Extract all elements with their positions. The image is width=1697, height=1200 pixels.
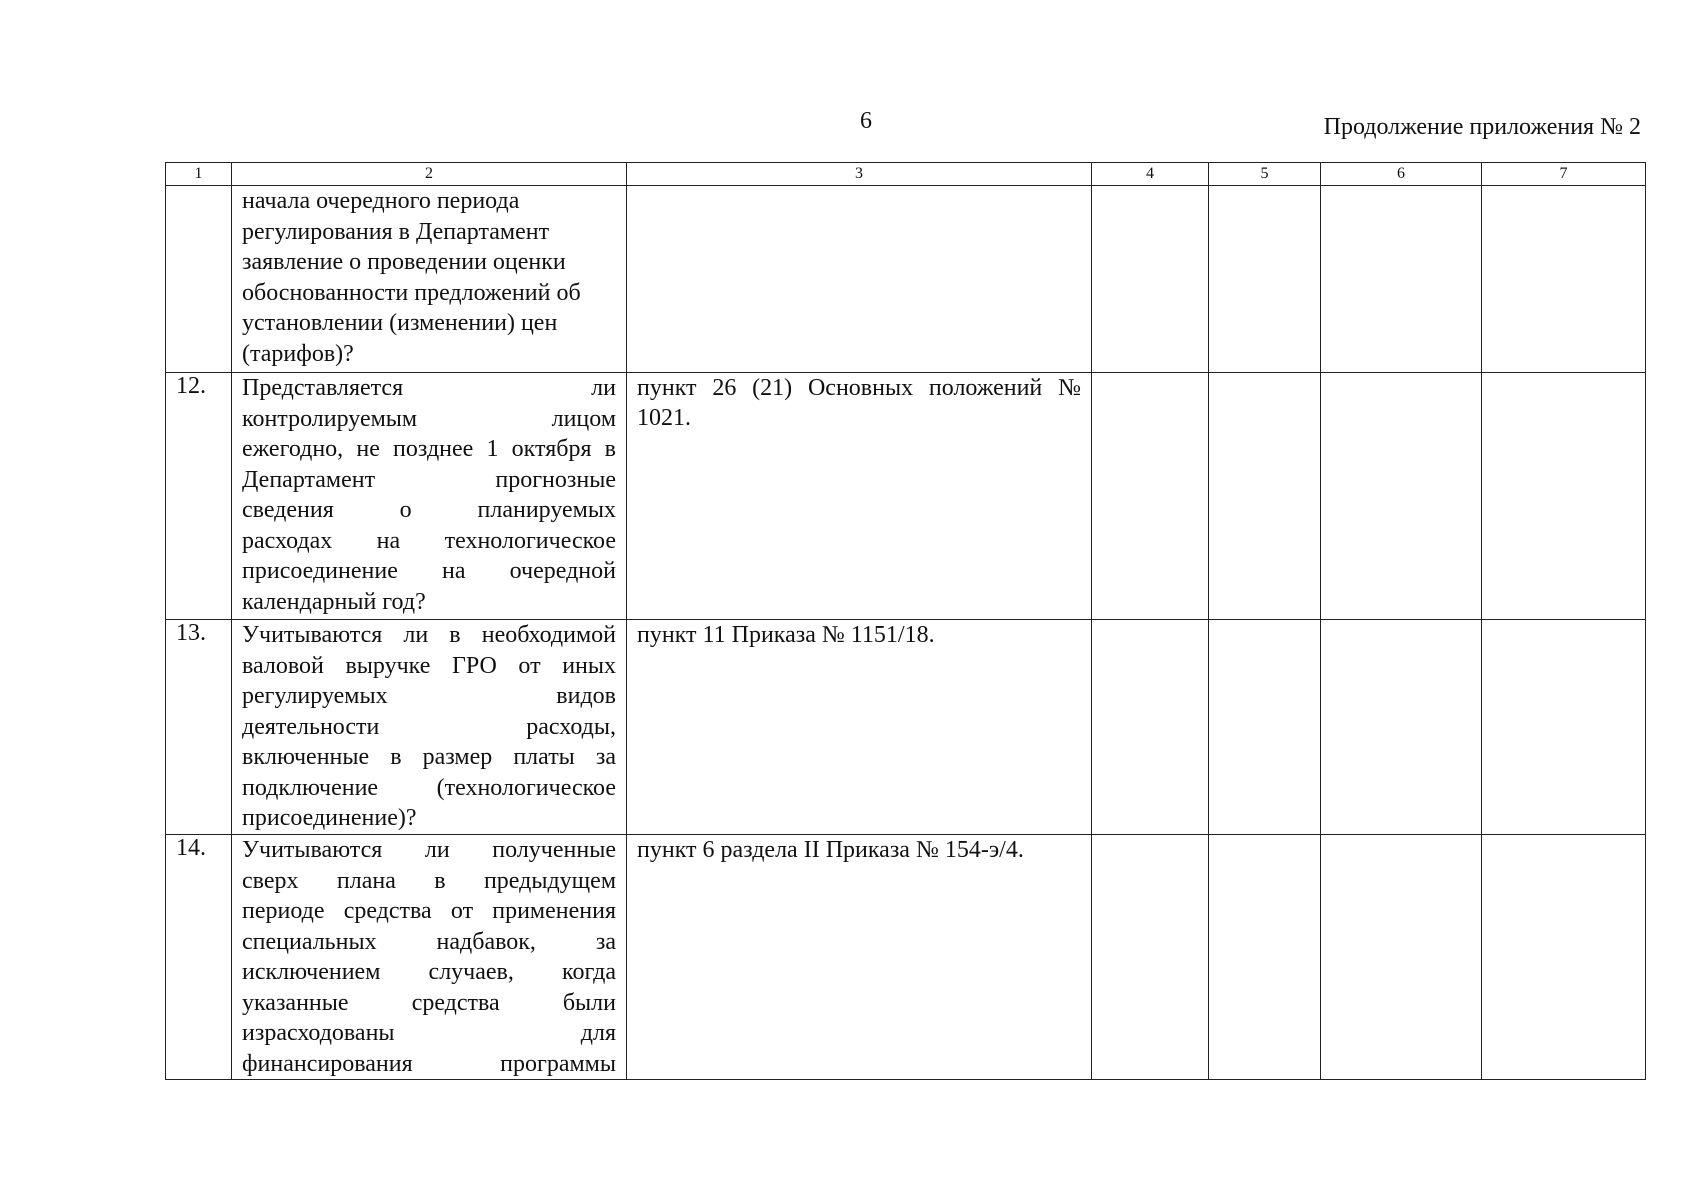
question-cell bbox=[232, 620, 627, 835]
header-row bbox=[166, 163, 1646, 186]
question-line: заявление о проведении оценки bbox=[242, 249, 566, 275]
question-cell bbox=[232, 373, 627, 620]
question-line: включенные в размер платы за bbox=[242, 744, 616, 770]
question-line: исключением случаев, когда bbox=[242, 959, 616, 985]
question-line: сведения о планируемых bbox=[242, 497, 616, 523]
question-line: (тарифов)? bbox=[242, 340, 354, 367]
empty-cell bbox=[1321, 620, 1482, 835]
column-header: 5 bbox=[1209, 163, 1321, 186]
column-header: 2 bbox=[232, 163, 627, 186]
column-header: 1 bbox=[166, 163, 232, 186]
question-line: ежегодно, не позднее 1 октября в bbox=[242, 436, 616, 462]
question-line: календарный год? bbox=[242, 588, 426, 615]
empty-cell bbox=[1209, 835, 1321, 1080]
question-line: периоде средства от применения bbox=[242, 898, 616, 924]
table-row bbox=[166, 186, 1646, 373]
reference-cell: пункт 6 раздела II Приказа № 154-э/4. bbox=[627, 835, 1092, 1080]
question-line: Учитываются ли полученные bbox=[242, 837, 616, 863]
question-line: Представляется ли bbox=[242, 375, 616, 401]
reference-cell: пункт 26 (21) Основных положений № 1021. bbox=[627, 373, 1092, 620]
question-line: израсходованы для bbox=[242, 1020, 616, 1046]
empty-cell bbox=[1482, 620, 1646, 835]
reference-cell bbox=[627, 186, 1092, 373]
row-number: 13. bbox=[166, 620, 232, 835]
empty-cell bbox=[1209, 373, 1321, 620]
empty-cell bbox=[1482, 186, 1646, 373]
question-line: финансирования программы bbox=[242, 1050, 616, 1077]
question-line: обоснованности предложений об bbox=[242, 279, 581, 306]
checklist-table bbox=[165, 162, 1646, 1080]
row-number: 12. bbox=[166, 373, 232, 620]
question-line: присоединение на очередной bbox=[242, 558, 616, 584]
reference-cell: пункт 11 Приказа № 1151/18. bbox=[627, 620, 1092, 835]
question-line: регулируемых видов bbox=[242, 683, 616, 709]
table-row bbox=[166, 620, 1646, 835]
question-line: подключение (технологическое bbox=[242, 774, 616, 801]
empty-cell bbox=[1321, 835, 1482, 1080]
empty-cell bbox=[1092, 373, 1209, 620]
empty-cell bbox=[1209, 186, 1321, 373]
question-line: Департамент прогнозные bbox=[242, 466, 616, 493]
question-line: начала очередного периода bbox=[242, 188, 520, 214]
question-line: деятельности расходы, bbox=[242, 713, 616, 740]
question-line: указанные средства были bbox=[242, 989, 616, 1016]
question-line: регулирования в Департамент bbox=[242, 218, 550, 245]
appendix-note: Продолжение приложения № 2 bbox=[1323, 114, 1641, 140]
column-header: 7 bbox=[1482, 163, 1646, 186]
question-line: валовой выручке ГРО от иных bbox=[242, 652, 616, 679]
empty-cell bbox=[1321, 186, 1482, 373]
question-cell bbox=[232, 186, 627, 373]
empty-cell bbox=[1092, 835, 1209, 1080]
page-number: 6 bbox=[860, 108, 872, 134]
empty-cell bbox=[1209, 620, 1321, 835]
column-header: 3 bbox=[627, 163, 1092, 186]
empty-cell bbox=[1482, 835, 1646, 1080]
question-line: расходах на технологическое bbox=[242, 527, 616, 554]
table-row bbox=[166, 373, 1646, 620]
question-line: установлении (изменении) цен bbox=[242, 310, 558, 336]
empty-cell bbox=[1482, 373, 1646, 620]
empty-cell bbox=[1092, 620, 1209, 835]
question-line: контролируемым лицом bbox=[242, 405, 616, 432]
empty-cell bbox=[1321, 373, 1482, 620]
question-line: сверх плана в предыдущем bbox=[242, 867, 616, 894]
column-header: 6 bbox=[1321, 163, 1482, 186]
empty-cell bbox=[1092, 186, 1209, 373]
table-row bbox=[166, 835, 1646, 1080]
row-number: 14. bbox=[166, 835, 232, 1080]
question-cell bbox=[232, 835, 627, 1080]
column-header: 4 bbox=[1092, 163, 1209, 186]
row-number bbox=[166, 186, 232, 373]
question-line: Учитываются ли в необходимой bbox=[242, 622, 616, 648]
question-line: специальных надбавок, за bbox=[242, 928, 616, 955]
question-line: присоединение)? bbox=[242, 805, 417, 831]
